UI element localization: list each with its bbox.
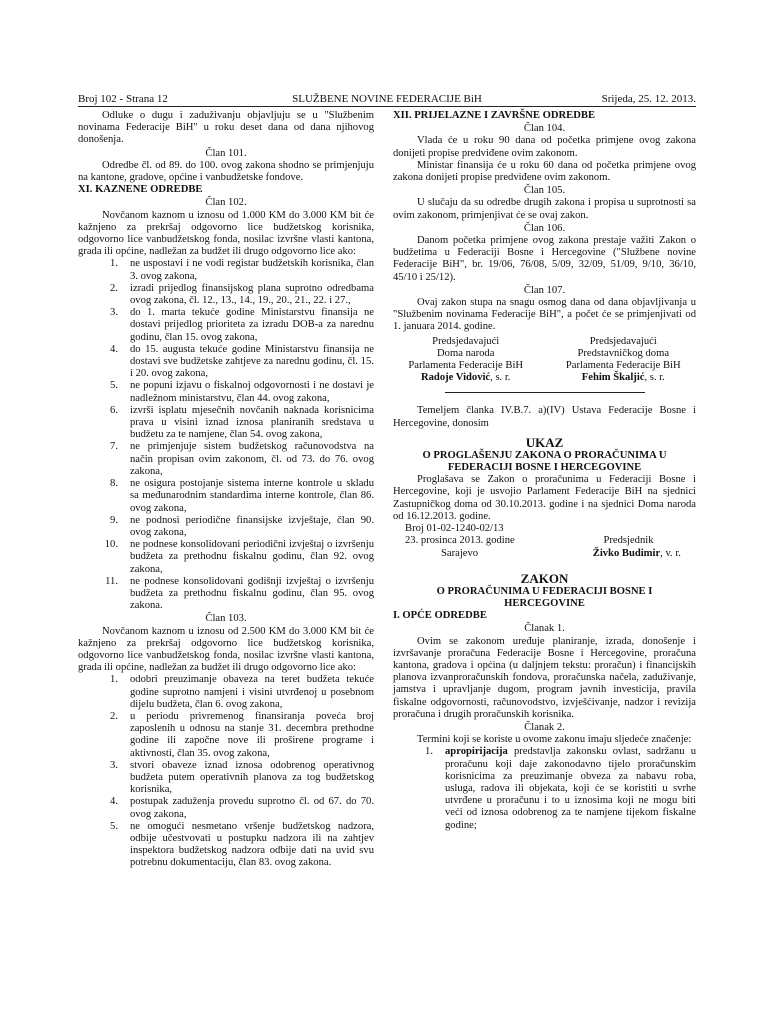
list-text: ne podnese konsolidovani periodični izvještaj o izvršenju budžeta za prethodnu fiskalnu godinu, član 92. ovog zakona, [130, 539, 374, 575]
article-heading: Član 107. [523, 284, 566, 296]
signatory-name: Fehim Škaljić [581, 372, 645, 384]
article-heading: Član 105. [523, 185, 566, 197]
list-number: 2. [110, 710, 118, 722]
law-subtitle: HERCEGOVINE [504, 597, 585, 609]
list-number: 5. [110, 820, 118, 832]
signatory-suffix: , s. r. [490, 372, 511, 384]
decree-subtitle: O PROGLAŠENJU ZAKONA O PRORAČUNIMA U [422, 449, 667, 461]
list-item [78, 405, 374, 442]
numbered-list [78, 674, 374, 869]
list-number: 4. [110, 796, 118, 808]
signatory-line [551, 372, 696, 384]
article-heading: Član 102. [205, 197, 247, 209]
signatory-name: Radoje Vidović [420, 372, 491, 384]
signatory-title: Predsjedavajući [432, 335, 500, 347]
list-item [78, 515, 374, 539]
paragraph: Ministar finansija će u roku 60 dana od početka primjene ovog zakona donijeti propise predviđene ovim zakonom. [393, 159, 696, 184]
spacer [561, 523, 696, 535]
list-item [78, 307, 374, 344]
law-title: ZAKON [520, 570, 569, 586]
gazette-title: SLUŽBENE NOVINE FEDERACIJE BiH [292, 93, 482, 105]
president-title: Predsjednik [603, 535, 654, 547]
list-item [78, 796, 374, 820]
president-name: Živko Budimir [592, 547, 661, 559]
list-text: ne podnosi periodične finansijske izvještaje, član 90. ovog zakona, [130, 514, 374, 538]
list-item [78, 258, 374, 282]
left-column [78, 110, 374, 870]
list-number: 6. [110, 404, 118, 416]
list-text: ne uspostavi i ne vodi registar budžetskih korisnika, član 3. ovog zakona, [130, 258, 374, 282]
list-item [78, 380, 374, 404]
list-number: 10. [104, 539, 118, 551]
list-item [78, 344, 374, 381]
section-heading: XII. PRIJELAZNE I ZAVRŠNE ODREDBE [393, 110, 596, 121]
decree-place: Sarajevo [441, 547, 479, 559]
paragraph: U slučaju da su odredbe drugih zakona i propisa u suprotnosti sa ovim zakonom, primjenjivat će se ovaj zakon. [393, 197, 696, 221]
signatory-title: Predsjedavajući [589, 335, 657, 347]
signatory-suffix: , s. r. [644, 372, 665, 384]
list-item [78, 478, 374, 515]
paragraph: Temeljem članka IV.B.7. a)(IV) Ustava Federacije Bosne i Hercegovine, donosim [393, 405, 696, 429]
article-heading: Član 104. [523, 123, 566, 135]
list-item [78, 576, 374, 613]
paragraph: Vlada će u roku 90 dana od početka primjene ovog zakona donijeti propise predviđene ovim zakonom. [393, 135, 696, 159]
list-number: 5. [110, 380, 118, 392]
signatory-title: Parlamenta Federacije BiH [408, 360, 524, 372]
paragraph: Novčanom kaznom u iznosu od 1.000 KM do 3.000 KM bit će kažnjeno za prekršaj odgovorno lice budžetskog korisnika, odgovorno lice vanbudžetskog fonda, nosilac izvršne vlasti kantona, grada ili općine, nadležan za budžet ili drugo odgovorno lice ako: [78, 209, 374, 258]
decree-footer [393, 548, 696, 560]
issue-date: Srijeda, 25. 12. 2013. [601, 93, 696, 105]
defined-term: apropirijacija [445, 746, 508, 758]
list-item [78, 539, 374, 576]
list-number: 1. [110, 674, 118, 686]
list-text: do 1. marta tekuće godine Ministarstvu finansija ne dostavi prijedlog prioriteta za izradu DOB-a za narednu godinu, član 15. ovog zakona, [130, 307, 374, 343]
article-heading: Član 103. [205, 613, 247, 625]
decree-number: Broj 01-02-1240-02/13 [405, 523, 504, 535]
list-item [393, 746, 696, 831]
paragraph: Termini koji se koriste u ovome zakonu imaju sljedeće značenje: [417, 734, 692, 746]
decree-subtitle: FEDERACIJI BOSNE I HERCEGOVINE [447, 462, 642, 474]
list-text: do 15. augusta tekuće godine Ministarstvu finansija ne dostavi sve budžetske zahtjeve za narednu godinu, čl. 15. i 20. ovog zakona, [130, 343, 374, 380]
list-number: 7. [110, 441, 118, 453]
list-text: ne osigura postojanje sistema interne kontrole u skladu sa međunarodnim standardima interne kontrole, član 86. ovog zakona, [130, 478, 374, 514]
list-text: u periodu privremenog finansiranja poveća broj zaposlenih u odnosu na stanje 31. decembra prethodne godine ili započne nove ili proširene programe i aktivnosti, član 35. ovog zakona, [130, 710, 374, 759]
paragraph: Danom početka primjene ovog zakona prestaje važiti Zakon o budžetima u Federaciji Bosne i Hercegovine ("Službene novine Federacije BiH", br. 19/06, 76/08, 5/09, 32/09, 51/09, 9/10, 36/10, 45/10 i 25/12). [393, 235, 696, 283]
list-text: odobri preuzimanje obaveza na teret budžeta tekuće godine suprotno namjeni i visini utvrđenoj u posebnom dijelu budžeta, član 6. ovog zakona, [130, 674, 374, 710]
list-number: 1. [425, 746, 433, 758]
list-number: 3. [110, 759, 118, 771]
list-text: ne omogući nesmetano vršenje budžetskog nadzora, odbije učestvovati u postupku nadzora ili na zahtjev inspektora budžetskog nadzora odbije dati na uvid svu potrebnu dokumentaciju, član 83. ovog zakona. [130, 820, 374, 869]
signatory-title: Doma naroda [437, 347, 495, 359]
list-number: 1. [110, 258, 118, 270]
paragraph: Proglašava se Zakon o proračunima u Federaciji Bosne i Hercegovine, koji je usvojio Parlament Federacije BiH na sjednici Zastupničkog doma od 30.10.2013. godine i na sjednici Doma naroda od 16.12.2013. godine. [393, 474, 696, 522]
issue-page-number: Broj 102 - Strana 12 [78, 93, 168, 105]
president-suffix: , v. r. [660, 547, 681, 559]
list-item [78, 674, 374, 711]
header-rule [78, 106, 696, 107]
article-heading: Član 101. [205, 147, 247, 159]
signature-left [393, 336, 538, 385]
list-number: 2. [110, 282, 118, 294]
decree-footer [393, 523, 696, 535]
list-item [78, 821, 374, 870]
list-item [78, 283, 374, 307]
signatory-title: Parlamenta Federacije BiH [565, 360, 681, 372]
paragraph: Ovim se zakonom uređuje planiranje, izrada, donošenje i izvršavanje proračuna Federacije Bosne i Hercegovine, proračuna kantona, gradova i općina (u daljnjem tekstu: proračun) i financijskih planova izvanproračunskih fondova, proračunska načela, zaduživanje, jamstva i upravljanje dugom, program javnih investicija, pravila fiskalne odgovornosti, računovodstvo, izvješćivanje, nadzor i revizija proračuna i drugih proračunskih korisnika. [393, 635, 696, 720]
page-header [78, 92, 696, 106]
article-heading: Članak 1. [524, 623, 565, 635]
list-number: 8. [110, 478, 118, 490]
article-heading: Članak 2. [524, 721, 565, 733]
paragraph: Odluke o dugu i zaduživanju objavljuju se u "Službenim novinama Federacije BiH" u roku deset dana od dana njihovog donošenja. [78, 110, 374, 146]
list-number: 9. [110, 514, 118, 526]
signatory-title: Predstavničkog doma [577, 347, 670, 359]
list-number: 11. [105, 575, 118, 587]
list-item [78, 441, 374, 478]
decree-footer [393, 535, 696, 547]
paragraph: Novčanom kaznom u iznosu od 2.500 KM do 3.000 KM bit će kažnjeno za prekršaj odgovorno lice budžetskog korisnika, odgovorno lice vanbudžetskog fonda, nosilac izvršne vlasti kantona, grada ili općine, nadležan za budžet ili drugo odgovorno lice ako: [78, 625, 374, 674]
definition-list [393, 746, 696, 831]
numbered-list [78, 258, 374, 612]
law-subtitle: O PRORAČUNIMA U FEDERACIJI BOSNE I [436, 585, 653, 597]
list-text: izradi prijedlog finansijskog plana suprotno odredbama ovog zakona, čl. 12., 13., 14., 19., 20., 21., 22. i 27., [130, 282, 374, 307]
signature-right [551, 336, 696, 385]
list-number: 3. [110, 307, 118, 319]
separator-rule [445, 392, 645, 393]
right-column [393, 110, 696, 832]
list-number: 4. [110, 343, 118, 355]
list-text: predstavlja zakonsku ovlast, sadržanu u proračunu koji daje zakonodavno tijelo proračunskim korisnicima za preuzimanje obveza za nabavu roba, usluga, radova ili objekata, koji će se koristiti u svrhe utvrđene u proračunu i to u iznosima koji ne mogu biti veći od iznosa odobrenog za te namjene tijekom fiskalne godine; [445, 746, 696, 831]
president-line [578, 548, 696, 560]
signature-block [393, 336, 696, 385]
list-text: ne popuni izjavu o fiskalnoj odgovornosti i ne dostavi je nadležnom ministarstvu, član 44. ovog zakona, [130, 380, 374, 404]
section-heading: I. OPĆE ODREDBE [393, 610, 487, 622]
list-text: stvori obaveze iznad iznosa odobrenog operativnog budžeta putem operativnih planova za tog budžetskog korisnika, [130, 759, 374, 796]
decree-title: UKAZ [525, 434, 564, 450]
list-text: izvrši isplatu mjesečnih novčanih naknada korisnicima prava u visini iznad iznosa planiranih sredstava u budžetu za te namjene, član 54. ovog zakona, [130, 404, 374, 441]
paragraph: Ovaj zakon stupa na snagu osmog dana od dana objavljivanja u "Službenim novinama Federacije BiH", a počet će se primjenjivati od 1. januara 2014. godine. [393, 297, 696, 333]
list-text: postupak zaduženja provedu suprotno čl. od 67. do 70. ovog zakona, [130, 796, 374, 820]
signatory-line [393, 372, 538, 384]
list-text: ne podnese konsolidovani godišnji izvještaj o izvršenju budžeta za prethodnu fiskalnu godinu, član 95. ovog zakona. [130, 575, 374, 612]
article-heading: Član 106. [523, 222, 566, 234]
section-heading: XI. KAZNENE ODREDBE [78, 184, 203, 196]
decree-date: 23. prosinca 2013. godine [405, 535, 515, 547]
list-item [78, 711, 374, 760]
list-text: ne primjenjuje sistem budžetskog računovodstva na način propisan ovim zakonom, čl. od 73. do 76. ovog zakona, [130, 441, 374, 477]
paragraph: Odredbe čl. od 89. do 100. ovog zakona shodno se primjenjuju na kantone, gradove, općine i vanbudžetske fondove. [78, 159, 374, 184]
list-item [78, 760, 374, 797]
